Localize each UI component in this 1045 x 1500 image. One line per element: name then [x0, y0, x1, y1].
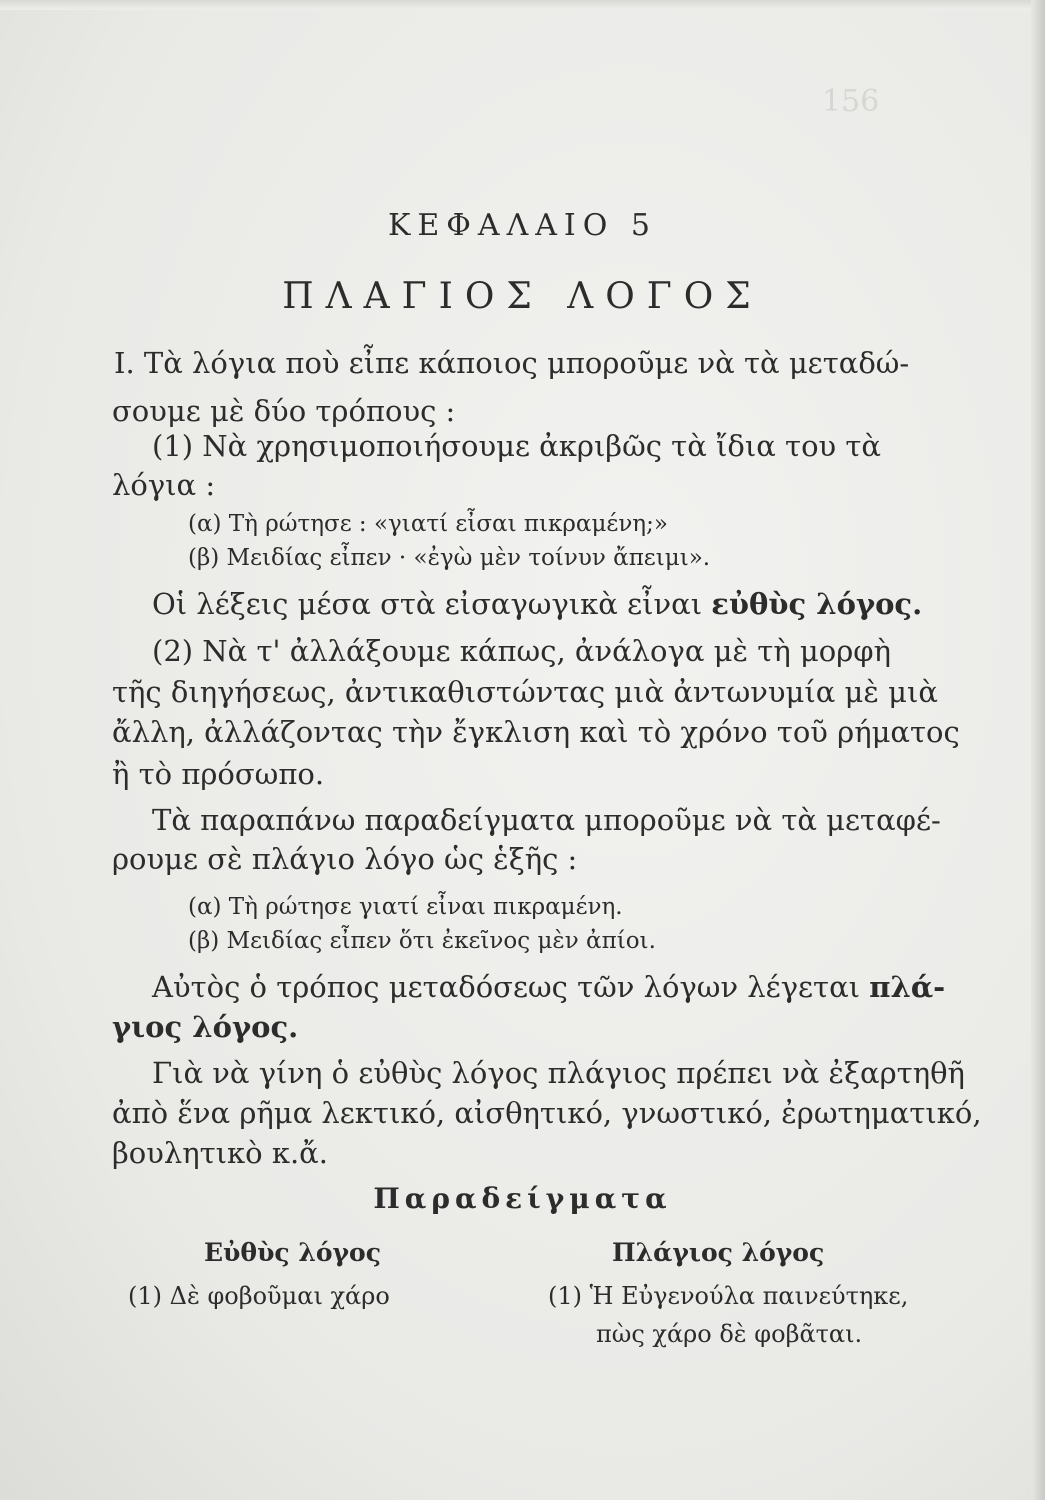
- indirect-note-line2: γιος λόγος.: [112, 1010, 299, 1044]
- method1-line2: λόγια :: [112, 468, 216, 502]
- para1-line2: σουμε μὲ δύο τρόπους :: [112, 394, 456, 428]
- rule-line3: βουλητικὸ κ.ἄ.: [112, 1136, 328, 1170]
- indirect-note-text: Αὐτὸς ὁ τρόπος μεταδόσεως τῶν λόγων λέγεται: [152, 970, 870, 1004]
- indirect-speech-example-1-line2: πὼς χάρο δὲ φοβᾶται.: [596, 1320, 863, 1348]
- chapter-label: ΚΕΦΑΛΑΙΟ 5: [388, 208, 657, 243]
- method2-line3: ἄλλη, ἀλλάζοντας τὴν ἔγκλιση καὶ τὸ χρόνο τοῦ ρήματος: [112, 715, 960, 749]
- transfer-line1: Τὰ παραπάνω παραδείγματα μποροῦμε νὰ τὰ μεταφέ-: [152, 803, 941, 837]
- direct-speech-column-head: Εὐθὺς λόγος: [204, 1238, 381, 1267]
- section-title: ΠΛΑΓΙΟΣ ΛΟΓΟΣ: [282, 276, 763, 317]
- page-number-bleed: 156: [822, 84, 880, 119]
- direct-note: [152, 587, 922, 621]
- direct-note-term: εὐθὺς λόγος.: [711, 587, 923, 621]
- indirect-note-line1: [152, 970, 945, 1004]
- method1-line1: (1) Νὰ χρησιμοποιήσουμε ἀκριβῶς τὰ ἴδια του τὰ: [152, 429, 882, 463]
- method2-line2: τῆς διηγήσεως, ἀντικαθιστώντας μιὰ ἀντωνυμία μὲ μιὰ: [112, 675, 938, 709]
- page-top-edge: [0, 0, 1045, 10]
- indirect-speech-column-head: Πλάγιος λόγος: [612, 1238, 825, 1267]
- indirect-example-a: (α) Τὴ ρώτησε γιατί εἶναι πικραμένη.: [188, 894, 623, 920]
- indirect-note-term: πλά-: [869, 970, 946, 1004]
- transfer-line2: ρουμε σὲ πλάγιο λόγο ὡς ἑξῆς :: [112, 842, 578, 876]
- method2-line1: (2) Νὰ τ' ἀλλάξουμε κάπως, ἀνάλογα μὲ τὴ μορφὴ: [152, 634, 891, 668]
- direct-example-a: (α) Τὴ ρώτησε : «γιατί εἶσαι πικραμένη;»: [188, 511, 668, 537]
- rule-line1: Γιὰ νὰ γίνη ὁ εὐθὺς λόγος πλάγιος πρέπει νὰ ἐξαρτηθῆ: [152, 1056, 965, 1090]
- indirect-speech-example-1-line1: (1) Ἡ Εὐγενούλα παινεύτηκε,: [548, 1282, 909, 1310]
- method2-line4: ἢ τὸ πρόσωπο.: [112, 757, 325, 791]
- direct-note-text: Οἱ λέξεις μέσα στὰ εἰσαγωγικὰ εἶναι: [152, 587, 712, 621]
- para1-line1: Ι. Τὰ λόγια ποὺ εἶπε κάποιος μποροῦμε νὰ τὰ μεταδώ-: [114, 346, 910, 380]
- rule-line2: ἀπὸ ἕνα ρῆμα λεκτικό, αἰσθητικό, γνωστικό, ἐρωτηματικό,: [112, 1096, 982, 1130]
- direct-speech-example-1: (1) Δὲ φοβοῦμαι χάρο: [128, 1282, 390, 1310]
- examples-heading: Παραδείγματα: [373, 1182, 672, 1215]
- direct-example-b: (β) Μειδίας εἶπεν · «ἐγὼ μὲν τοίνυν ἄπειμι».: [188, 545, 711, 571]
- indirect-example-b: (β) Μειδίας εἶπεν ὅτι ἐκεῖνος μὲν ἀπίοι.: [188, 928, 656, 954]
